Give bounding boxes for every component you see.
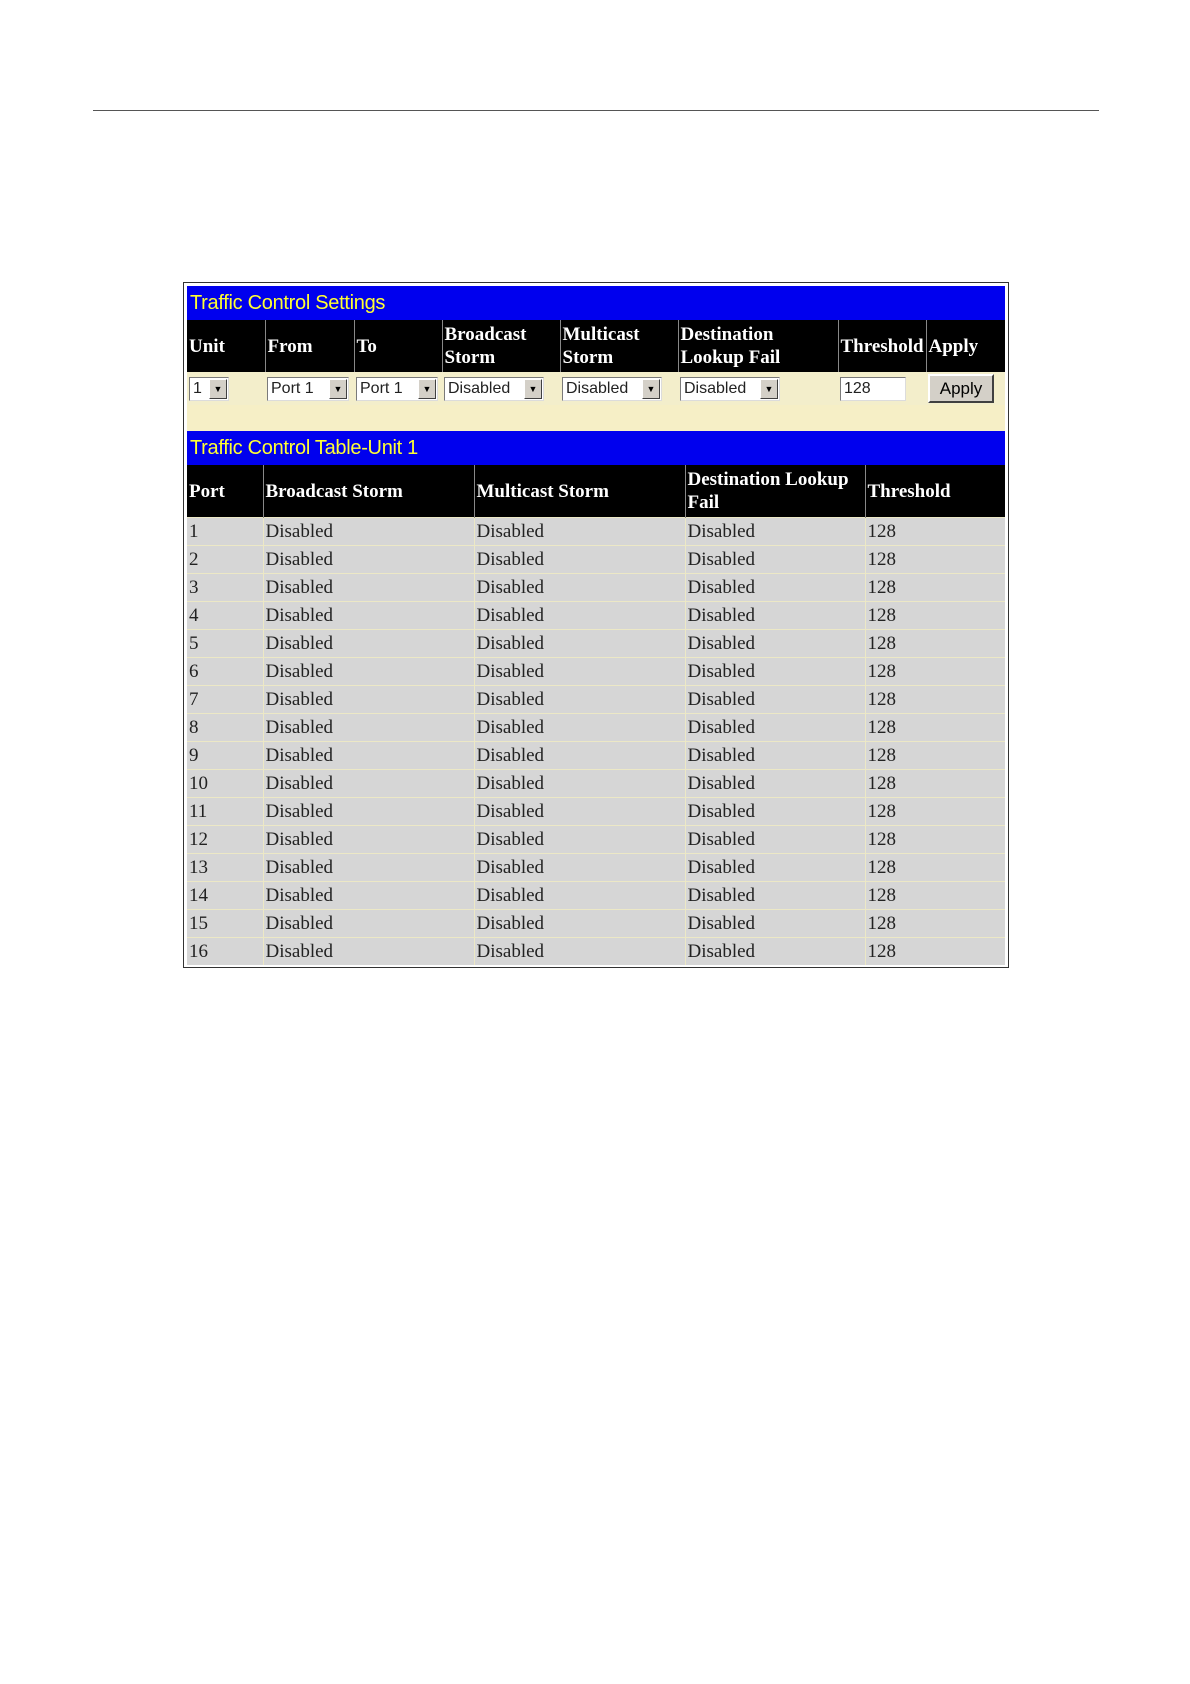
port-cell: 9 <box>187 742 263 770</box>
destination-lookup-fail-cell: Disabled <box>685 658 865 686</box>
multicast-storm-cell: Disabled <box>474 854 685 882</box>
table-row <box>187 630 1005 658</box>
broadcast-storm-cell: Disabled <box>263 938 474 966</box>
multicast-storm-cell: Disabled <box>474 938 685 966</box>
threshold-cell: 128 <box>865 518 1005 546</box>
destination-lookup-fail-cell: Disabled <box>685 826 865 854</box>
port-cell: 1 <box>187 518 263 546</box>
broadcast-storm-cell: Disabled <box>263 882 474 910</box>
header-unit: Unit <box>187 320 265 372</box>
chevron-down-icon[interactable]: ▼ <box>524 379 542 399</box>
threshold-cell: 128 <box>865 742 1005 770</box>
port-cell: 2 <box>187 546 263 574</box>
table-row <box>187 546 1005 574</box>
table-title: Traffic Control Table-Unit 1 <box>187 431 1005 465</box>
settings-title: Traffic Control Settings <box>187 286 1005 320</box>
settings-table <box>187 320 1005 405</box>
traffic-control-table <box>187 465 1005 965</box>
threshold-cell: 128 <box>865 798 1005 826</box>
port-cell: 4 <box>187 602 263 630</box>
port-cell: 13 <box>187 854 263 882</box>
broadcast-storm-select[interactable] <box>444 377 544 401</box>
header-threshold: Threshold <box>865 465 1005 518</box>
broadcast-storm-cell: Disabled <box>263 686 474 714</box>
multicast-storm-cell: Disabled <box>474 686 685 714</box>
table-row <box>187 658 1005 686</box>
header-to: To <box>354 320 442 372</box>
threshold-input[interactable]: 128 <box>840 377 906 401</box>
header-multicast-storm: Multicast Storm <box>474 465 685 518</box>
table-row <box>187 826 1005 854</box>
header-broadcast-storm: Broadcast Storm <box>442 320 560 372</box>
chevron-down-icon[interactable]: ▼ <box>418 379 436 399</box>
table-row <box>187 854 1005 882</box>
threshold-cell: 128 <box>865 910 1005 938</box>
header-destination-lookup-fail: Destination Lookup Fail <box>685 465 865 518</box>
traffic-control-panel <box>187 286 1005 964</box>
port-cell: 3 <box>187 574 263 602</box>
table-row <box>187 742 1005 770</box>
to-port-value: Port 1 <box>360 379 403 397</box>
broadcast-storm-value: Disabled <box>448 379 511 397</box>
chevron-down-icon[interactable]: ▼ <box>760 379 778 399</box>
chevron-down-icon[interactable]: ▼ <box>329 379 347 399</box>
broadcast-storm-cell: Disabled <box>263 854 474 882</box>
multicast-storm-cell: Disabled <box>474 518 685 546</box>
destination-lookup-fail-cell: Disabled <box>685 882 865 910</box>
destination-lookup-fail-cell: Disabled <box>685 742 865 770</box>
header-from: From <box>265 320 354 372</box>
destination-lookup-fail-cell: Disabled <box>685 518 865 546</box>
destination-lookup-fail-cell: Disabled <box>685 798 865 826</box>
table-row <box>187 574 1005 602</box>
threshold-cell: 128 <box>865 770 1005 798</box>
destination-lookup-fail-cell: Disabled <box>685 910 865 938</box>
port-cell: 7 <box>187 686 263 714</box>
broadcast-storm-cell: Disabled <box>263 742 474 770</box>
port-cell: 10 <box>187 770 263 798</box>
traffic-control-screenshot <box>183 282 1009 968</box>
multicast-storm-cell: Disabled <box>474 602 685 630</box>
threshold-cell: 128 <box>865 686 1005 714</box>
multicast-storm-cell: Disabled <box>474 546 685 574</box>
port-cell: 14 <box>187 882 263 910</box>
port-cell: 16 <box>187 938 263 966</box>
threshold-cell: 128 <box>865 602 1005 630</box>
destination-lookup-fail-cell: Disabled <box>685 938 865 966</box>
broadcast-storm-cell: Disabled <box>263 630 474 658</box>
multicast-storm-cell: Disabled <box>474 574 685 602</box>
destination-lookup-fail-cell: Disabled <box>685 770 865 798</box>
multicast-storm-cell: Disabled <box>474 630 685 658</box>
port-cell: 11 <box>187 798 263 826</box>
destination-lookup-fail-cell: Disabled <box>685 546 865 574</box>
threshold-cell: 128 <box>865 714 1005 742</box>
chevron-down-icon[interactable]: ▼ <box>642 379 660 399</box>
threshold-cell: 128 <box>865 826 1005 854</box>
multicast-storm-cell: Disabled <box>474 826 685 854</box>
header-threshold: Threshold <box>838 320 926 372</box>
broadcast-storm-cell: Disabled <box>263 546 474 574</box>
table-row <box>187 714 1005 742</box>
destination-lookup-fail-cell: Disabled <box>685 630 865 658</box>
threshold-cell: 128 <box>865 574 1005 602</box>
table-row <box>187 882 1005 910</box>
broadcast-storm-cell: Disabled <box>263 910 474 938</box>
apply-button[interactable]: Apply <box>928 374 994 403</box>
multicast-storm-value: Disabled <box>566 379 629 397</box>
multicast-storm-select[interactable] <box>562 377 662 401</box>
broadcast-storm-cell: Disabled <box>263 770 474 798</box>
broadcast-storm-cell: Disabled <box>263 658 474 686</box>
multicast-storm-cell: Disabled <box>474 770 685 798</box>
multicast-storm-cell: Disabled <box>474 910 685 938</box>
port-cell: 12 <box>187 826 263 854</box>
header-broadcast-storm: Broadcast Storm <box>263 465 474 518</box>
destination-lookup-fail-cell: Disabled <box>685 602 865 630</box>
broadcast-storm-cell: Disabled <box>263 518 474 546</box>
multicast-storm-cell: Disabled <box>474 742 685 770</box>
threshold-cell: 128 <box>865 854 1005 882</box>
from-port-value: Port 1 <box>271 379 314 397</box>
destination-lookup-fail-value: Disabled <box>684 379 747 397</box>
table-row <box>187 770 1005 798</box>
threshold-cell: 128 <box>865 882 1005 910</box>
unit-select[interactable] <box>189 377 229 401</box>
multicast-storm-cell: Disabled <box>474 798 685 826</box>
page-top-rule <box>93 110 1099 111</box>
port-cell: 6 <box>187 658 263 686</box>
section-spacer <box>187 405 1005 431</box>
header-port: Port <box>187 465 263 518</box>
port-cell: 5 <box>187 630 263 658</box>
threshold-cell: 128 <box>865 630 1005 658</box>
port-cell: 8 <box>187 714 263 742</box>
destination-lookup-fail-cell: Disabled <box>685 714 865 742</box>
destination-lookup-fail-select[interactable] <box>680 377 780 401</box>
threshold-cell: 128 <box>865 658 1005 686</box>
header-apply: Apply <box>926 320 1005 372</box>
port-cell: 15 <box>187 910 263 938</box>
to-port-select[interactable] <box>356 377 438 401</box>
table-row <box>187 602 1005 630</box>
destination-lookup-fail-cell: Disabled <box>685 574 865 602</box>
multicast-storm-cell: Disabled <box>474 658 685 686</box>
broadcast-storm-cell: Disabled <box>263 574 474 602</box>
table-row <box>187 910 1005 938</box>
broadcast-storm-cell: Disabled <box>263 798 474 826</box>
threshold-cell: 128 <box>865 938 1005 966</box>
threshold-cell: 128 <box>865 546 1005 574</box>
multicast-storm-cell: Disabled <box>474 714 685 742</box>
broadcast-storm-cell: Disabled <box>263 714 474 742</box>
table-row <box>187 938 1005 966</box>
destination-lookup-fail-cell: Disabled <box>685 686 865 714</box>
broadcast-storm-cell: Disabled <box>263 602 474 630</box>
chevron-down-icon[interactable]: ▼ <box>209 379 227 399</box>
broadcast-storm-cell: Disabled <box>263 826 474 854</box>
table-row <box>187 686 1005 714</box>
table-row <box>187 798 1005 826</box>
unit-select-value: 1 <box>193 379 202 397</box>
multicast-storm-cell: Disabled <box>474 882 685 910</box>
header-multicast-storm: Multicast Storm <box>560 320 678 372</box>
table-row <box>187 518 1005 546</box>
from-port-select[interactable] <box>267 377 349 401</box>
header-destination-lookup-fail: Destination Lookup Fail <box>678 320 838 372</box>
destination-lookup-fail-cell: Disabled <box>685 854 865 882</box>
